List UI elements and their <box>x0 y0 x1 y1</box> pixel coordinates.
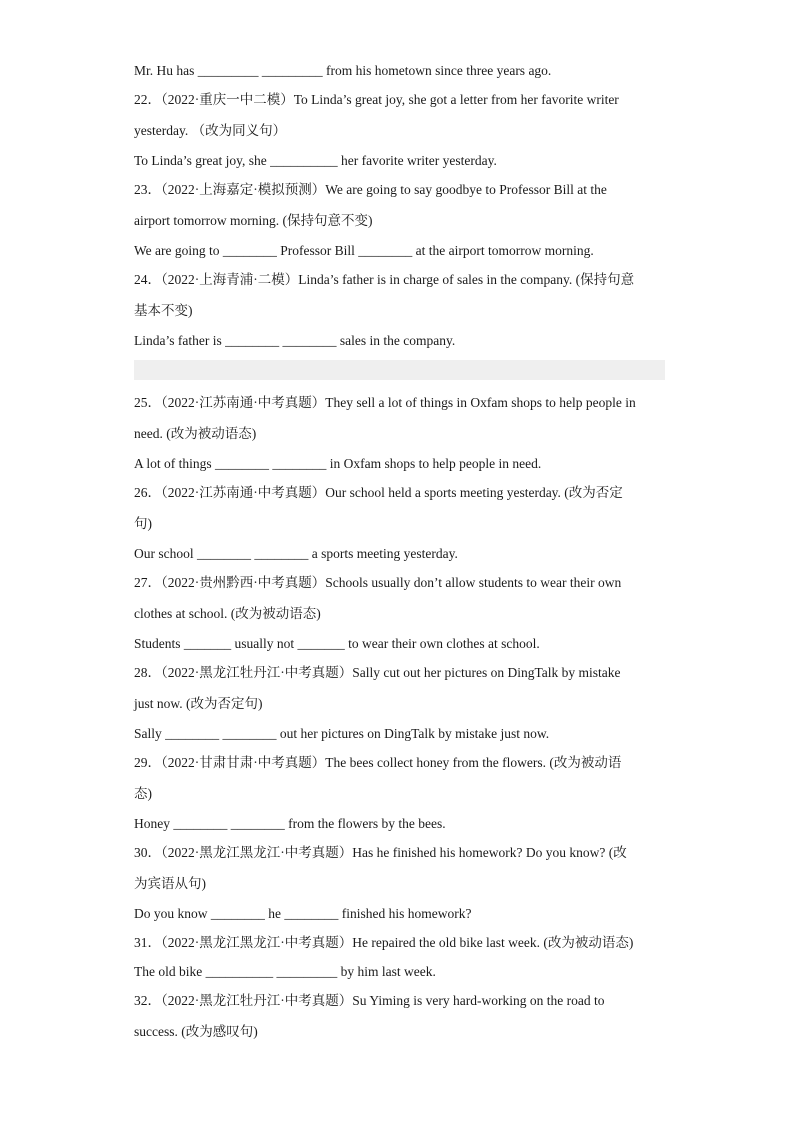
text-line-21: just now. (改为否定句) <box>134 696 263 711</box>
text-line-2: 22．（2022·重庆一中二模）To Linda’s great joy, she got a letter from her favorite writer <box>134 92 619 107</box>
text-line-15: 句) <box>134 516 152 531</box>
text-line-3: yesterday. （改为同义句） <box>134 123 287 138</box>
text-line-20: 28．（2022·黑龙江牡丹江·中考真题）Sally cut out her pictures on DingTalk by mistake <box>134 665 621 680</box>
text-line-22: Sally ________ ________ out her pictures on DingTalk by mistake just now. <box>134 726 550 741</box>
text-line-30: The old bike __________ _________ by him last week. <box>134 964 436 979</box>
text-line-24: 态) <box>134 786 152 801</box>
page-separator-band <box>134 360 665 380</box>
text-line-6: airport tomorrow morning. (保持句意不变) <box>134 213 373 228</box>
text-line-23: 29．（2022·甘肃甘肃·中考真题）The bees collect honey from the flowers. (改为被动语 <box>134 755 622 770</box>
text-line-25: Honey ________ ________ from the flowers by the bees. <box>134 816 446 831</box>
text-line-8: 24．（2022·上海青浦·二模）Linda’s father is in charge of sales in the company. (保持句意 <box>134 272 635 287</box>
text-line-27: 为宾语从句) <box>134 876 206 891</box>
text-line-10: Linda’s father is ________ ________ sales in the company. <box>134 333 456 348</box>
text-line-26: 30．（2022·黑龙江黑龙江·中考真题）Has he finished his homework? Do you know? (改 <box>134 845 627 860</box>
text-line-28: Do you know ________ he ________ finished his homework? <box>134 906 472 921</box>
text-line-12: need. (改为被动语态) <box>134 426 257 441</box>
text-line-7: We are going to ________ Professor Bill ________ at the airport tomorrow morning. <box>134 243 594 258</box>
text-line-17: 27．（2022·贵州黔西·中考真题）Schools usually don’t allow students to wear their own <box>134 575 622 590</box>
text-line-5: 23．（2022·上海嘉定·模拟预测）We are going to say goodbye to Professor Bill at the <box>134 182 607 197</box>
text-line-9: 基本不变) <box>134 303 193 318</box>
text-line-1: Mr. Hu has _________ _________ from his hometown since three years ago. <box>134 63 552 78</box>
text-line-13: A lot of things ________ ________ in Oxfam shops to help people in need. <box>134 456 542 471</box>
text-line-14: 26．（2022·江苏南通·中考真题）Our school held a sports meeting yesterday. (改为否定 <box>134 485 623 500</box>
text-line-4: To Linda’s great joy, she __________ her favorite writer yesterday. <box>134 153 497 168</box>
text-line-19: Students _______ usually not _______ to wear their own clothes at school. <box>134 636 540 651</box>
text-line-16: Our school ________ ________ a sports meeting yesterday. <box>134 546 458 561</box>
text-line-31: 32．（2022·黑龙江牡丹江·中考真题）Su Yiming is very hard-working on the road to <box>134 993 605 1008</box>
text-line-18: clothes at school. (改为被动语态) <box>134 606 321 621</box>
text-line-32: success. (改为感叹句) <box>134 1024 258 1039</box>
text-line-29: 31．（2022·黑龙江黑龙江·中考真题）He repaired the old bike last week. (改为被动语态) <box>134 935 634 950</box>
text-line-11: 25．（2022·江苏南通·中考真题）They sell a lot of things in Oxfam shops to help people in <box>134 395 636 410</box>
